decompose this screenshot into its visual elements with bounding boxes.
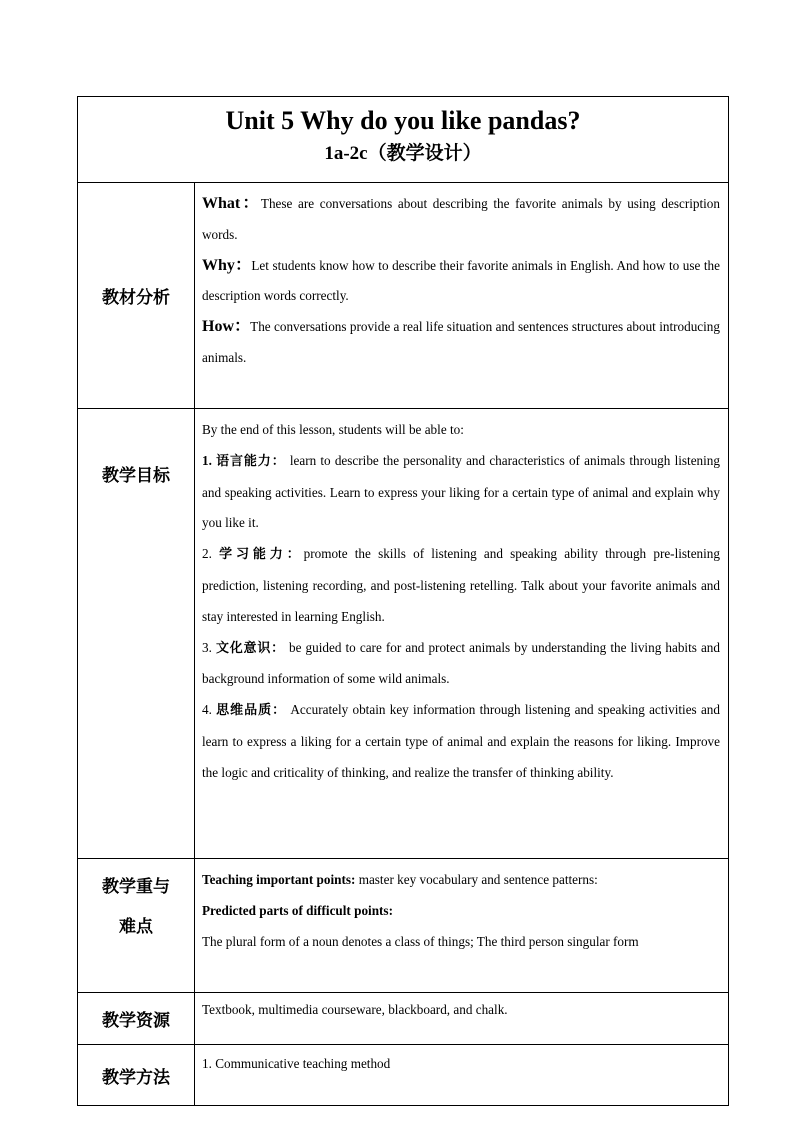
analysis-content xyxy=(195,183,729,409)
objective-heading: 学习能力： xyxy=(219,547,304,563)
resources-label: 教学资源 xyxy=(78,993,195,1045)
objective-number: 4. xyxy=(202,702,217,718)
important-points xyxy=(202,865,720,896)
how-text: The conversations provide a real life situation and sentences structures about introducing animals. xyxy=(202,319,720,365)
key-points-row xyxy=(78,859,729,993)
what-paragraph xyxy=(202,189,720,251)
objective-heading: 文化意识： xyxy=(215,640,285,656)
what-text: These are conversations about describing the favorite animals by using description words. xyxy=(202,196,720,242)
objective-item-3 xyxy=(202,633,720,696)
analysis-label: 教材分析 xyxy=(78,183,195,409)
what-heading: What： xyxy=(202,195,261,212)
objective-heading: 思维品质： xyxy=(216,703,287,719)
lesson-plan-sheet xyxy=(77,96,729,1106)
objective-text: be guided to care for and protect animals by understanding the living habits and background information of some wild animals. xyxy=(202,639,720,687)
resources-row xyxy=(78,993,729,1045)
how-heading: How： xyxy=(202,318,251,336)
objective-number: 3. xyxy=(202,639,216,655)
methods-label: 教学方法 xyxy=(78,1045,195,1106)
objective-text: learn to describe the personality and characteristics of animals through listening and speaking activities. Learn to express your liking for a certain type of animal and explain why you like it. xyxy=(202,452,720,531)
difficult-heading: Predicted parts of difficult points: xyxy=(202,902,393,918)
key-points-content xyxy=(195,859,729,993)
key-points-label-line2: 难点 xyxy=(119,917,153,937)
objectives-intro: By the end of this lesson, students will be able to: xyxy=(202,422,464,437)
why-text: Let students know how to describe their favorite animals in English. And how to use the description words correctly. xyxy=(202,257,720,304)
page-subtitle: 1a-2c（教学设计） xyxy=(324,143,482,164)
why-heading: Why： xyxy=(202,256,252,274)
key-points-label-line1: 教学重与 xyxy=(102,877,170,897)
objective-text: promote the skills of listening and speaking ability through pre-listening prediction, listening recording, and post-listening retelling. Talk about your favorite animals and stay interested in learning English. xyxy=(202,546,720,624)
objective-heading: 语言能力： xyxy=(216,453,286,469)
title-cell xyxy=(78,97,729,183)
objective-text: Accurately obtain key information through listening and speaking activities and learn to express a liking for a certain type of animal and explain the reasons for liking. Improve the logic and criticality of thinking, and realize the transfer of thinking ability. xyxy=(202,702,720,780)
objectives-row xyxy=(78,409,729,859)
objective-item-2 xyxy=(202,539,720,632)
objective-item-4 xyxy=(202,695,720,788)
how-paragraph xyxy=(202,312,720,374)
important-heading: Teaching important points: xyxy=(202,872,356,887)
objective-item-1 xyxy=(202,446,720,539)
methods-row xyxy=(78,1045,729,1106)
objectives-content xyxy=(195,409,729,859)
why-paragraph xyxy=(202,251,720,313)
title-row xyxy=(78,97,729,183)
analysis-row xyxy=(78,183,729,409)
objective-number: 1. xyxy=(202,452,217,468)
page-title: Unit 5 Why do you like pandas? xyxy=(225,106,581,135)
methods-content: 1. Communicative teaching method xyxy=(195,1045,729,1106)
objectives-label: 教学目标 xyxy=(78,409,195,859)
lesson-plan-table xyxy=(77,96,729,1106)
difficult-text: The plural form of a noun denotes a class of things; The third person singular form xyxy=(202,933,639,949)
key-points-label xyxy=(78,859,195,993)
resources-content: Textbook, multimedia courseware, blackboard, and chalk. xyxy=(195,993,729,1045)
important-text: master key vocabulary and sentence patterns: xyxy=(355,872,598,887)
objective-number: 2. xyxy=(202,546,220,562)
